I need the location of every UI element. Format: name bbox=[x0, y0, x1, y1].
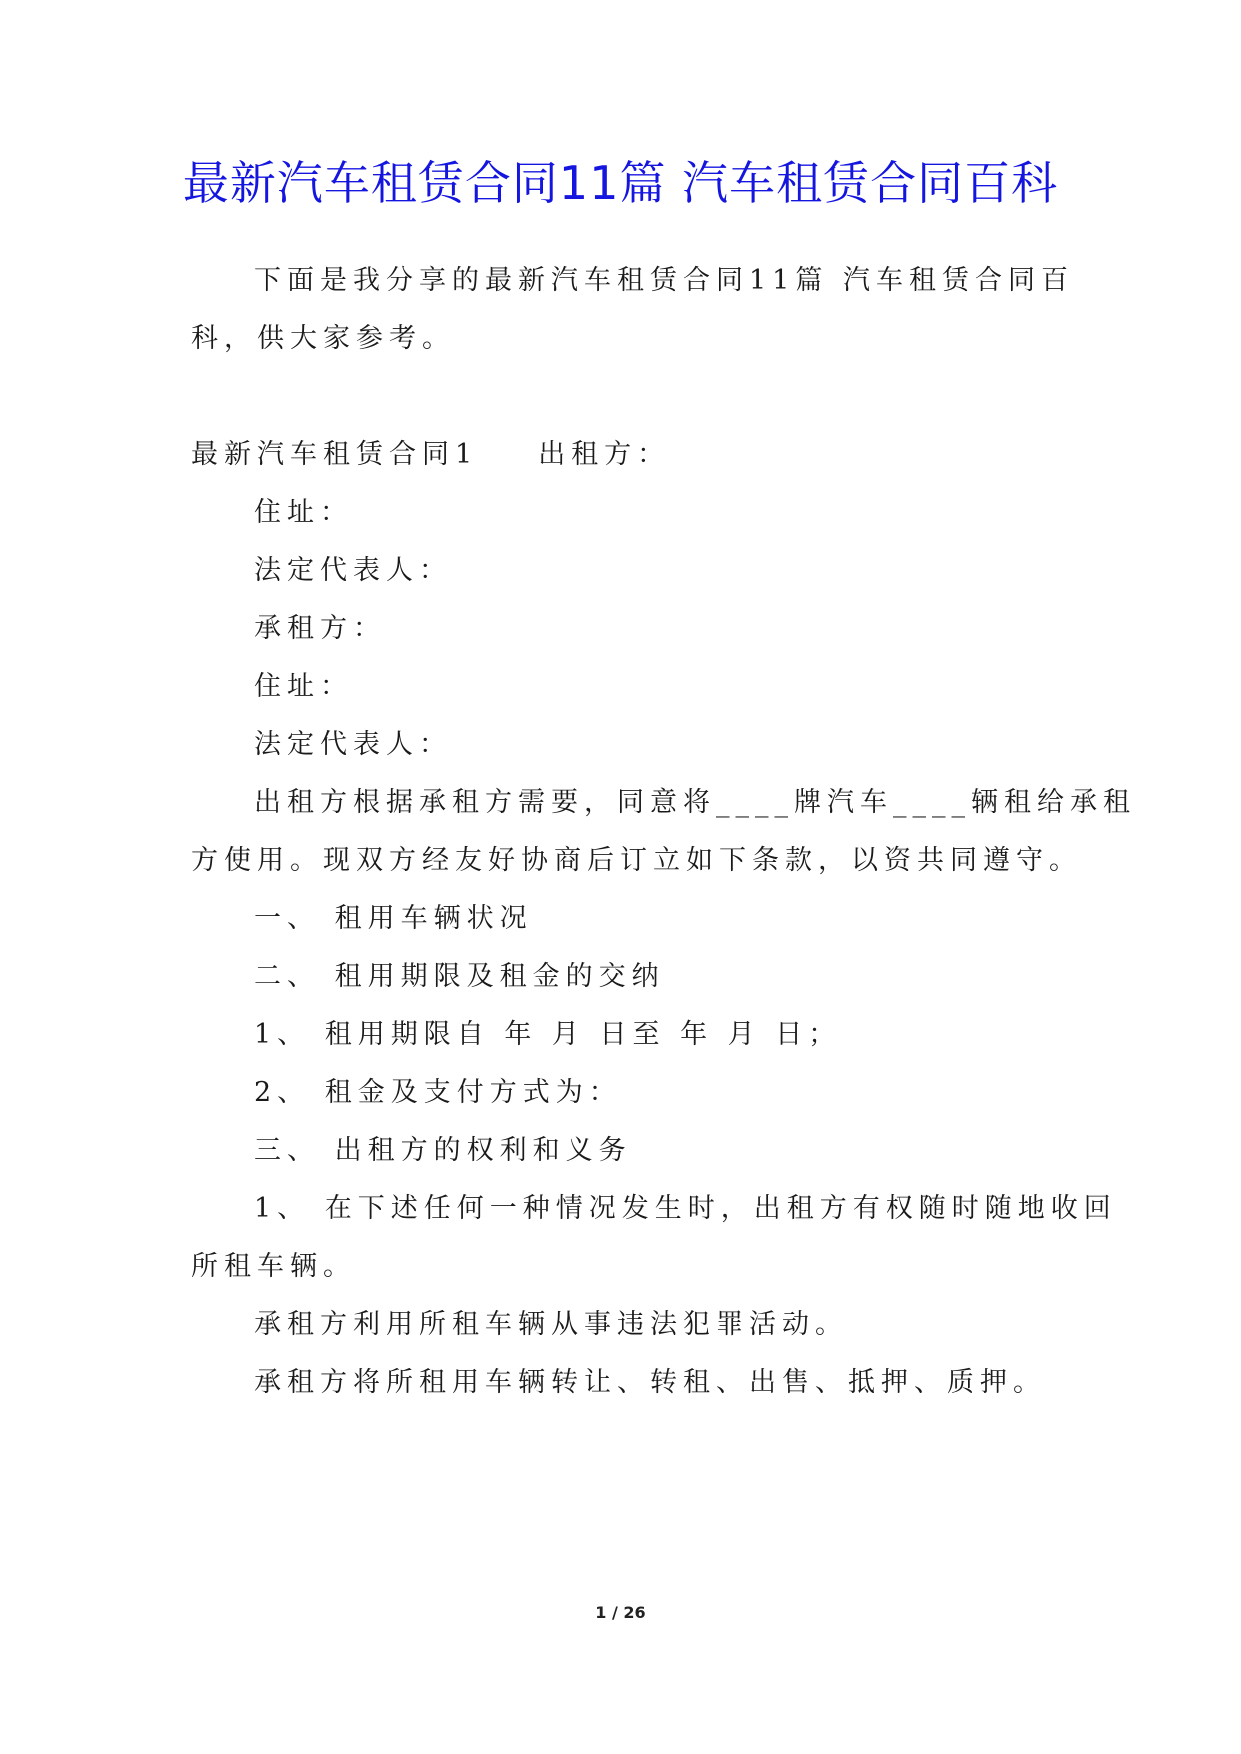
clause-heading: 二、 租用期限及租金的交纳 bbox=[254, 961, 665, 992]
lessee-address-line: 住址： bbox=[254, 671, 353, 702]
section-heading: 最新汽车租赁合同1 bbox=[191, 439, 479, 470]
lessee-representative-line: 法定代表人： bbox=[254, 729, 452, 760]
intro-line-2: 科，供大家参考。 bbox=[191, 323, 455, 354]
lessee-line: 承租方： bbox=[254, 613, 386, 644]
clause-item: 2、 租金及支付方式为： bbox=[254, 1077, 622, 1108]
lessor-representative-line: 法定代表人： bbox=[254, 555, 452, 586]
lessor-label: 出租方： bbox=[538, 439, 671, 470]
paragraph-line: 所租车辆。 bbox=[191, 1251, 356, 1282]
intro-line-1: 下面是我分享的最新汽车租赁合同11篇 汽车租赁合同百 bbox=[254, 265, 1074, 296]
paragraph-line: 承租方利用所租车辆从事违法犯罪活动。 bbox=[254, 1309, 848, 1340]
clause-item: 1、 在下述任何一种情况发生时，出租方有权随时随地收回 bbox=[254, 1193, 1117, 1224]
clause-heading: 一、 租用车辆状况 bbox=[254, 903, 533, 934]
clause-item: 1、 租用期限自 年 月 日至 年 月 日； bbox=[254, 1019, 842, 1050]
paragraph-line: 方使用。现双方经友好协商后订立如下条款，以资共同遵守。 bbox=[191, 845, 1082, 876]
clause-heading: 三、 出租方的权利和义务 bbox=[254, 1135, 632, 1166]
section-heading-row bbox=[191, 437, 670, 473]
paragraph-line: 承租方将所租用车辆转让、转租、出售、抵押、质押。 bbox=[254, 1367, 1046, 1398]
document-title: 最新汽车租赁合同11篇 汽车租赁合同百科 bbox=[182, 156, 1059, 210]
paragraph-line: 出租方根据承租方需要，同意将____牌汽车____辆租给承租 bbox=[254, 787, 1136, 818]
lessor-address-line: 住址： bbox=[254, 497, 353, 528]
page-indicator: 1 / 26 bbox=[595, 1603, 646, 1622]
